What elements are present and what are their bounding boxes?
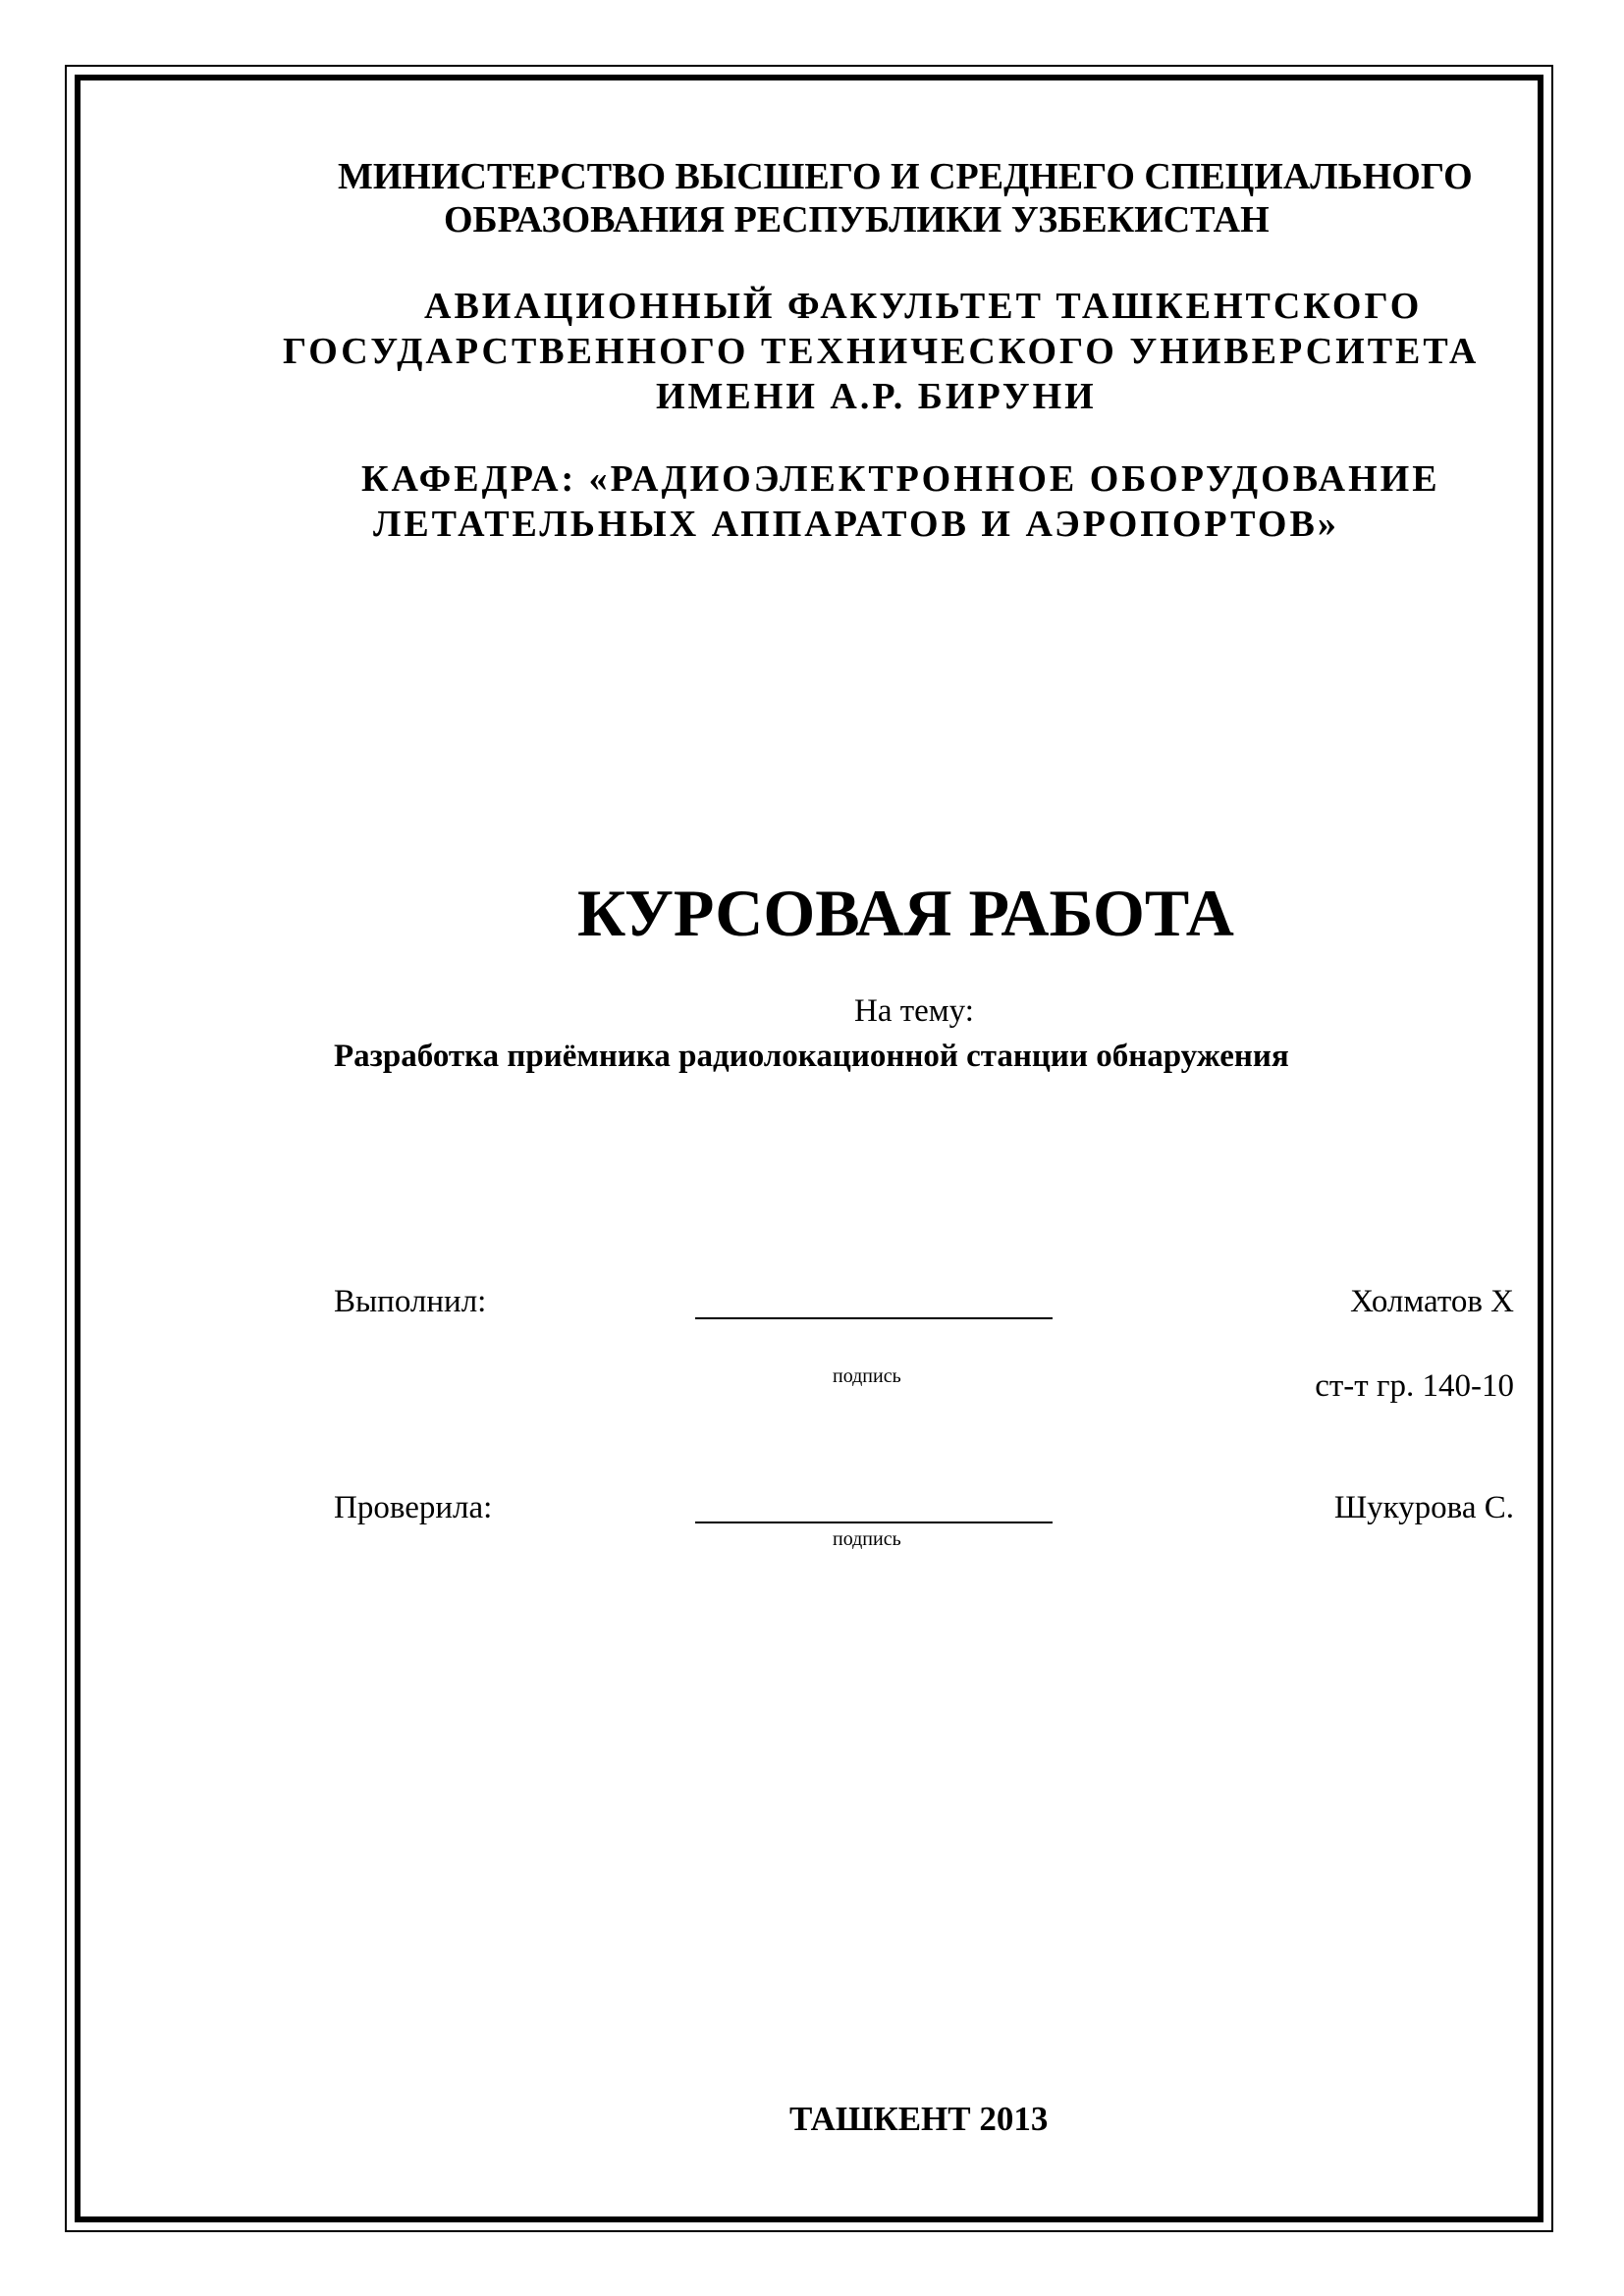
- performed-signature-line: [695, 1317, 1053, 1319]
- performed-label: Выполнил:: [334, 1284, 487, 1319]
- performed-name: Холматов Х: [1350, 1284, 1514, 1319]
- city-year: ТАШКЕНТ 2013: [789, 2100, 1049, 2138]
- ministry-line-2: ОБРАЗОВАНИЯ РЕСПУБЛИКИ УЗБЕКИСТАН: [444, 199, 1270, 240]
- ministry-line-1: МИНИСТЕРСТВО ВЫСШЕГО И СРЕДНЕГО СПЕЦИАЛЬНОГО: [338, 156, 1473, 197]
- topic-text: Разработка приёмника радиолокационной станции обнаружения: [334, 1039, 1289, 1074]
- document-title: КУРСОВАЯ РАБОТА: [577, 876, 1234, 950]
- faculty-line-1: АВИАЦИОННЫЙ ФАКУЛЬТЕТ ТАШКЕНТСКОГО: [424, 286, 1423, 327]
- performed-group: ст-т гр. 140-10: [1315, 1368, 1514, 1404]
- department-line-1: КАФЕДРА: «РАДИОЭЛЕКТРОННОЕ ОБОРУДОВАНИЕ: [361, 458, 1440, 500]
- checked-signature-line: [695, 1522, 1053, 1523]
- performed-signature-caption: подпись: [833, 1365, 901, 1387]
- checked-label: Проверила:: [334, 1490, 493, 1525]
- checked-name: Шукурова С.: [1333, 1490, 1514, 1525]
- topic-label: На тему:: [854, 993, 974, 1029]
- faculty-line-2: ГОСУДАРСТВЕННОГО ТЕХНИЧЕСКОГО УНИВЕРСИТЕТА: [283, 331, 1480, 372]
- checked-signature-caption: подпись: [833, 1528, 901, 1550]
- department-line-2: ЛЕТАТЕЛЬНЫХ АППАРАТОВ И АЭРОПОРТОВ»: [373, 504, 1339, 545]
- faculty-line-3: ИМЕНИ А.Р. БИРУНИ: [656, 376, 1097, 417]
